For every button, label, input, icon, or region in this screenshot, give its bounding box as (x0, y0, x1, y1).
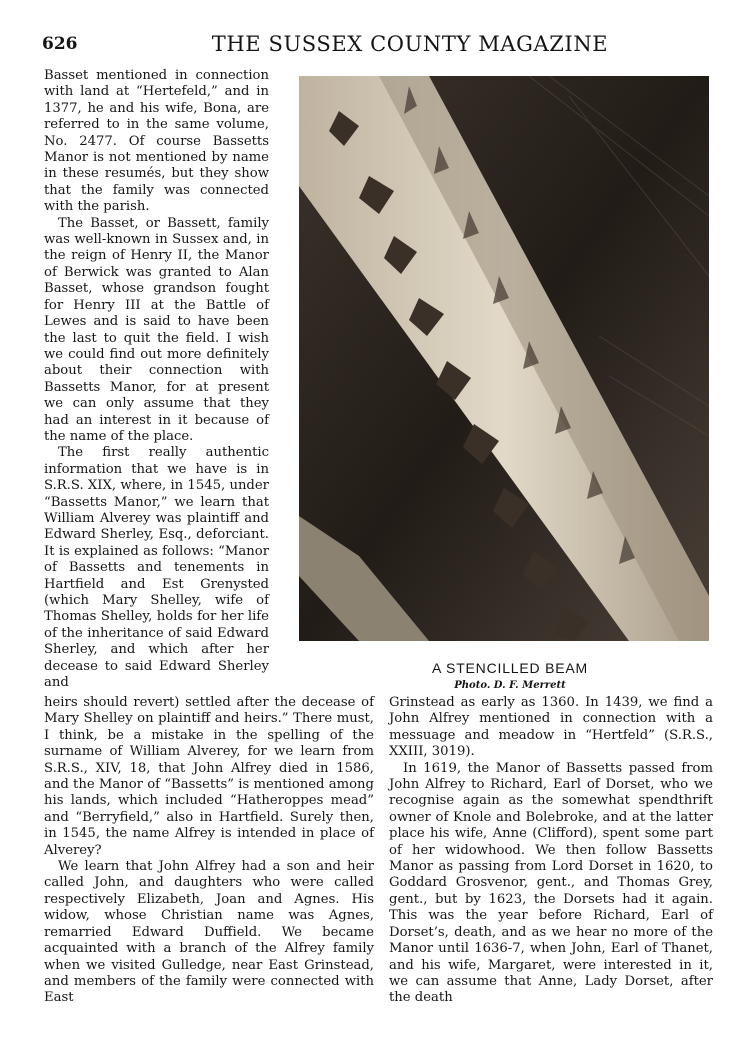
paragraph: Basset mentioned in connection with land at “Hertefeld,” and in 1377, he and his wife, Bona, are referred to in the same volume, No. 2477. Of course Bassetts Manor is not mentioned by name in these resumés, but they show that the family was connected with the parish. (44, 68, 269, 215)
photo-caption-title: A STENCILLED BEAM (432, 660, 588, 676)
paragraph: We learn that John Alfrey had a son and heir called John, and daughters who were called respectively Elizabeth, Joan and Agnes. His widow, whose Christian name was Agnes, remarried Edward Duffield. We became acquainted with a branch of the Alfrey family when we visited Gulledge, near East Grinstead, and members of the family were connected with East (44, 859, 374, 1006)
text-column-left (44, 695, 374, 1007)
paragraph: In 1619, the Manor of Bassetts passed from John Alfrey to Richard, Earl of Dorset, who we recognise again as the somewhat spendthrift owner of Knole and Bolebroke, and at the latter place his wife, Anne (Clifford), spent some part of her widowhood. We then follow Bassetts Manor as passing from Lord Dorset in 1620, to Goddard Grosvenor, gent., and Thomas Grey, gent., but by 1623, the Dorsets had it again. This was the year before Richard, Earl of Dorset’s, death, and as we hear no more of the Manor until 1636-7, when John, Earl of Thanet, and his wife, Margaret, were interested in it, we can assume that Anne, Lady Dorset, after the death (389, 760, 713, 1006)
text-column-right (389, 695, 713, 1007)
paragraph: heirs should revert) settled after the decease of Mary Shelley on plaintiff and heirs.” There must, I think, be a mistake in the spelling of the surname of William Alverey, for we learn from S.R.S., XIV, 18, that John Alfrey died in 1586, and the Manor of “Bassetts” is mentioned among his lands, which included “Hatheroppes mead” and “Berryfield,” also in Hartfield. Surely then, in 1545, the name Alfrey is intended in place of Alverey? (44, 695, 374, 858)
magazine-title: THE SUSSEX COUNTY MAGAZINE (211, 32, 609, 56)
text-column-beside-photo (44, 68, 269, 691)
stencilled-beam-photo (299, 76, 709, 641)
paragraph: The Basset, or Bassett, family was well-known in Sussex and, in the reign of Henry II, the Manor of Berwick was granted to Alan Basset, whose grandson fought for Henry III at the Battle of Lewes and is said to have been the last to quit the field. I wish we could find out more definitely about their connection with Bassetts Manor, for at present we can only assume that they had an interest in it because of the name of the place. (44, 215, 269, 444)
page-number: 626 (42, 34, 78, 54)
paragraph: Grinstead as early as 1360. In 1439, we find a John Alfrey mentioned in connection with a messuage and meadow in “Hertfeld” (S.R.S., XXIII, 3019). (389, 695, 713, 760)
paragraph: The first really authentic information that we have is in S.R.S. XIX, where, in 1545, under “Bassetts Manor,” we learn that William Alverey was plaintiff and Edward Sherley, Esq., deforciant. It is explained as follows: “Manor of Bassetts and tenements in Hartfield and Est Grenysted (which Mary Shelley, wife of Thomas Shelley, holds for her life of the inheritance of said Edward Sherley, and which after her decease to said Edward Sherley and (44, 445, 269, 691)
photo-caption-credit: Photo. D. F. Merrett (454, 680, 566, 691)
